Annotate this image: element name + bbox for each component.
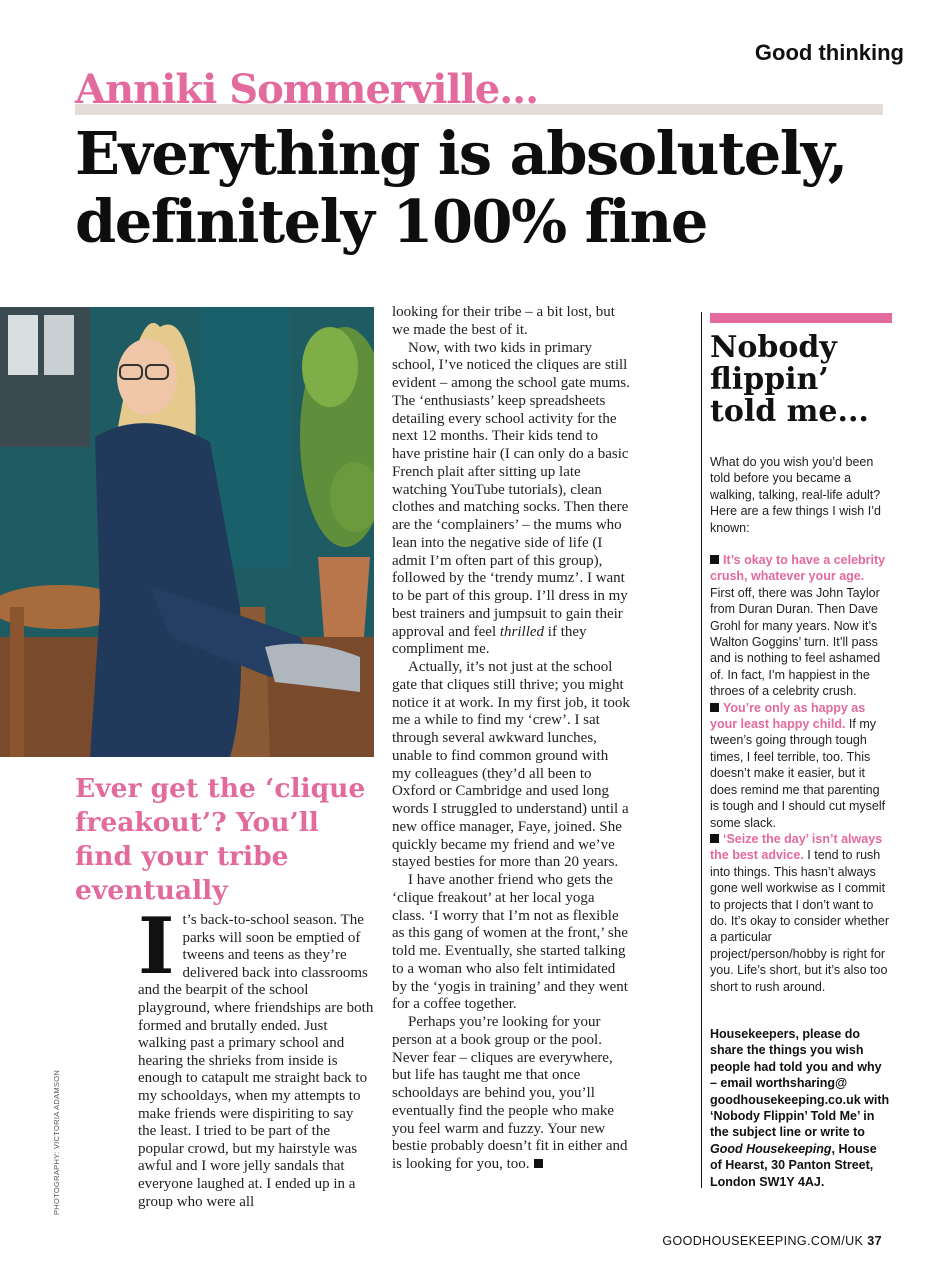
tip-item: ‘Seize the day’ isn’t always the best advice. I tend to rush into things. This hasn’t always gone well workwise as I commit to projects that I don’t want to do. It’s okay to consider whether a particular project/person/hobby is right for you. Life’s short, but it’s also too short to rush around. <box>710 831 890 994</box>
article-paragraph: looking for their tribe – a bit lost, but we made the best of it. <box>392 304 615 338</box>
page-footer <box>662 1234 882 1248</box>
sidebar-call-to-action: Housekeepers, please do share the things you wish people had told you and why – email worthsharing@ goodhousekeeping.co.uk with ‘Nobody Flippin’ Told Me’ in the subject line or write to Good Housekeeping, House of Hearst, 30 Panton Street, London SW1Y 4AJ. <box>710 1027 890 1189</box>
article-column-1 <box>138 901 375 1211</box>
article-paragraph: t’s back-to-school season. The parks will soon be emptied of tweens and teens as they’re delivered back into classrooms and the bearpit of the school playground, where friendships are both formed and brutally ended. Just walking past a primary school and hearing the shrieks from inside is enough to catapult me straight back to my schooldays, when my attempts to make friends were dispiriting to say the least. I tried to be part of the popular crowd, but my hairstyle was awful and I wore jelly sandals that everyone laughed at. I ended up in a group who were all <box>138 912 374 1210</box>
drop-cap: I <box>138 901 175 992</box>
bullet-square-icon <box>710 555 719 564</box>
sidebar-intro: What do you wish you’d been told before you became a walking, talking, real-life adult? Here are a few things I wish I’d known: <box>710 455 881 535</box>
article-paragraph: Actually, it’s not just at the school gate that cliques still thrive; you might notice it at work. In my first job, it took me a while to find my ‘crew’. I sat through several awkward lunches, unable to find common ground with my colleagues (they’d all been to Oxford or Cambridge and used long words I struggled to understand) until a new office manager, Faye, joined. She quickly became my friend and we’ve stayed besties for more than 20 years. <box>392 659 630 871</box>
bullet-square-icon <box>710 834 719 843</box>
sidebar-accent-bar <box>710 313 892 323</box>
article-paragraph: I have another friend who gets the ‘clique freakout’ at her local yoga class. ‘I worry that I’m not as flexible as this gang of women at the front,’ she told me. Eventually, she started talking to a woman who also felt intimidated by the ‘yogis in training’ and they went for a coffee together. <box>392 872 628 1013</box>
tip-item: It’s okay to have a celebrity crush, whatever your age. First off, there was John Taylor from Duran Duran. Then Dave Grohl for many years. Now it’s Walton Goggins’ turn. It’ll pass and is nothing to feel ashamed of. In fact, I’m happiest in the throes of a celebrity crush. <box>710 553 886 699</box>
website-url: GOODHOUSEKEEPING.COM/UK <box>662 1234 864 1248</box>
pull-quote: Ever get the ‘clique freakout’? You’ll find your tribe eventually <box>75 773 366 906</box>
photo-credit: PHOTOGRAPHY: VICTORIA ADAMSON <box>52 1069 61 1215</box>
section-label: Good thinking <box>754 40 904 65</box>
tip-item: You’re only as happy as your least happy child. If my tween’s going through tough times, I feel terrible, too. This doesn’t make it easier, but it does remind me that parenting is tough and I should cut myself some slack. <box>710 700 886 830</box>
headline: Everything is absolutely, definitely 100% fine <box>75 119 847 256</box>
article-paragraph: Perhaps you’re looking for your person at a book group or the pool. Never fear – cliques are everywhere, but life has taught me that once schooldays are behind you, you’ll eventually find the people who make you feel warm and fuzzy. Your new bestie probably doesn’t fit in either and is looking for you, too. <box>392 1014 628 1172</box>
end-mark <box>534 1159 543 1168</box>
article-paragraph: Now, with two kids in primary school, I’ve noticed the cliques are still evident – among the school gate mums. The ‘enthusiasts’ keep spreadsheets detailing every school activity for the next 12 months. Their kids tend to have pristine hair (I can only do a basic French plait after sitting up late watching YouTube tutorials), clean clothes and matching socks. Then there are the ‘complainers’ – the mums who lean into the negative side of life (I admit I’m often part of this group), followed by the ‘trendy mumz’. I want to be part of this group. I’ll dress in my best trainers and jumpsuit to gain their approval and feel thrilled if they compliment me. <box>392 339 630 658</box>
page-number: 37 <box>867 1234 882 1248</box>
article-column-2 <box>392 304 630 1174</box>
column-divider <box>701 312 702 1188</box>
author-photo <box>0 307 374 757</box>
sidebar-title: Nobody flippin’ told me... <box>710 330 869 429</box>
bullet-square-icon <box>710 703 719 712</box>
sidebar-tips <box>710 552 890 995</box>
author-name: Anniki Sommerville... <box>75 66 539 113</box>
